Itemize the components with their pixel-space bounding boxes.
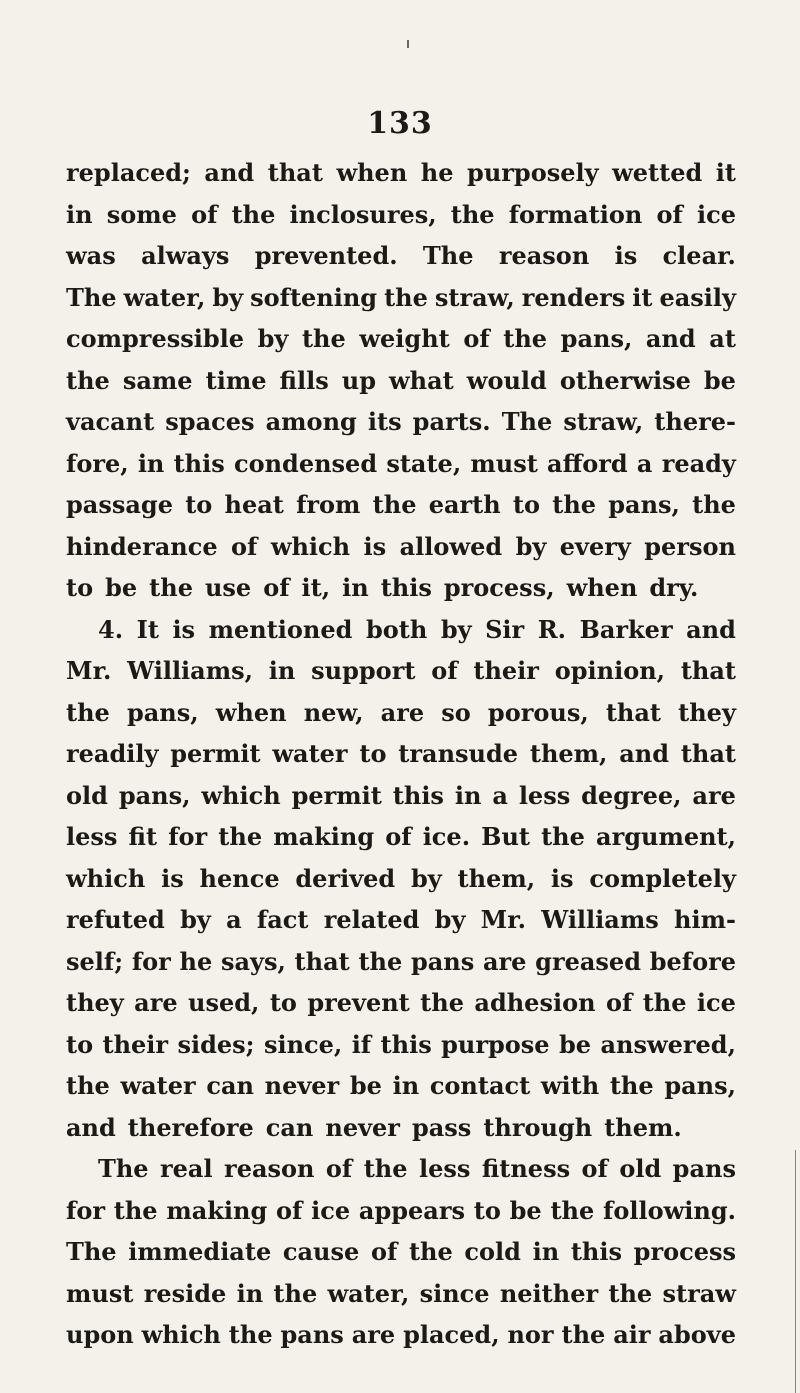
text-line: the pans, when new, are so porous, that they	[66, 697, 736, 727]
text-line: readily permit water to transude them, and that	[66, 739, 736, 768]
text-line: refuted by a fact related by Mr. Williams him-	[66, 905, 736, 934]
text-line: for the making of ice appears to be the following.	[66, 1195, 736, 1225]
text-line: compressible by the weight of the pans, and at	[66, 324, 736, 353]
gutter-edge	[795, 1150, 796, 1393]
text-line: less fit for the making of ice. But the argument,	[66, 822, 736, 851]
text-line: old pans, which permit this in a less degree, are	[66, 780, 736, 810]
text-line: The real reason of the less fitness of old pans	[98, 1154, 736, 1183]
body-text	[66, 152, 736, 1356]
text-line: to their sides; since, if this purpose be answered,	[66, 1029, 736, 1059]
print-mark	[407, 40, 409, 48]
text-line: vacant spaces among its parts. The straw, there-	[66, 407, 736, 436]
text-line: hinderance of which is allowed by every person	[66, 531, 736, 561]
text-line: must reside in the water, since neither the straw	[66, 1278, 736, 1308]
text-line: Mr. Williams, in support of their opinion, that	[66, 656, 736, 685]
text-line: which is hence derived by them, is completely	[66, 863, 736, 893]
text-line: fore, in this condensed state, must afford a ready	[66, 448, 736, 478]
text-line: the same time fills up what would otherwise be	[66, 365, 736, 395]
text-line: in some of the inclosures, the formation of ice	[66, 199, 736, 229]
text-line: The water, by softening the straw, renders it easily	[66, 282, 736, 312]
text-line: they are used, to prevent the adhesion of the ice	[66, 988, 736, 1017]
text-line: to be the use of it, in this process, when dry.	[66, 573, 699, 602]
text-line: replaced; and that when he purposely wetted it	[66, 158, 736, 187]
text-line: and therefore can never pass through them.	[66, 1112, 682, 1142]
text-line: self; for he says, that the pans are greased before	[66, 946, 736, 976]
text-line: upon which the pans are placed, nor the air above	[66, 1320, 736, 1349]
text-line: was always prevented. The reason is clear.	[66, 241, 736, 270]
text-line: The immediate cause of the cold in this process	[66, 1237, 736, 1266]
page-number: 133	[367, 106, 433, 141]
text-line: the water can never be in contact with the pans,	[66, 1071, 736, 1100]
text-line: passage to heat from the earth to the pans, the	[66, 490, 736, 519]
text-line: 4. It is mentioned both by Sir R. Barker and	[98, 614, 736, 644]
